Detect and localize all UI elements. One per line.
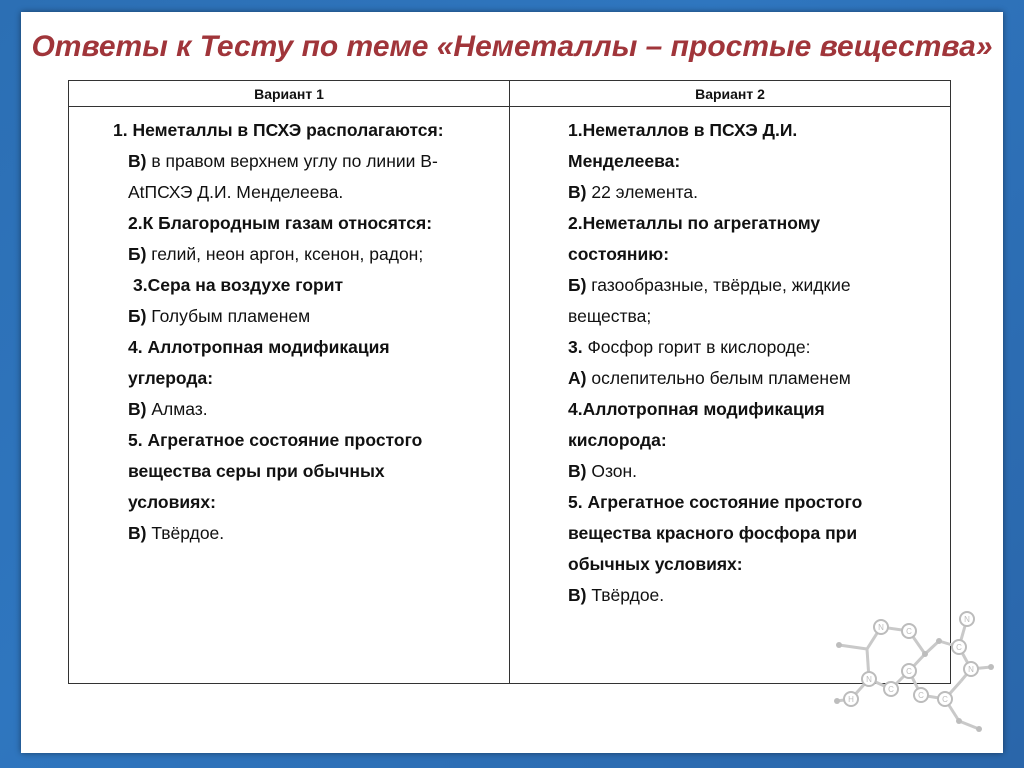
answer-line xyxy=(69,518,509,549)
answer-line xyxy=(69,456,509,487)
variant-2-cell xyxy=(510,107,951,684)
atom-node xyxy=(938,692,952,706)
answer-line xyxy=(69,239,509,270)
answer-label: В) xyxy=(128,399,147,419)
atom-dot xyxy=(922,651,928,657)
answer-label: Б) xyxy=(568,275,587,295)
atom-dot xyxy=(836,642,842,648)
answer-label: 2.Неметаллы по агрегатному xyxy=(568,213,821,233)
variant-2-answers xyxy=(510,107,950,611)
answer-text: ослепительно белым пламенем xyxy=(586,368,851,388)
answer-label: 1. Неметаллы в ПСХЭ располагаются: xyxy=(113,120,444,140)
atom-dot xyxy=(956,718,962,724)
answer-line xyxy=(510,301,950,332)
answer-line xyxy=(510,239,950,270)
atom-label: C xyxy=(956,643,962,652)
answer-label: Б) xyxy=(128,244,147,264)
atom-label: C xyxy=(942,695,948,704)
answer-label: А) xyxy=(568,368,587,388)
atom-node xyxy=(862,672,876,686)
answer-label: 5. Агрегатное состояние простого xyxy=(128,430,423,450)
answer-line xyxy=(69,146,509,177)
answer-label: 1.Неметаллов в ПСХЭ Д.И. xyxy=(568,120,798,140)
answer-label: состоянию: xyxy=(568,244,670,264)
answers-table xyxy=(68,80,951,684)
header-variant-2: Вариант 2 xyxy=(510,81,951,107)
atom-node xyxy=(960,612,974,626)
answer-line xyxy=(510,425,950,456)
answer-line xyxy=(510,518,950,549)
slide-title: Ответы к Тесту по теме «Неметаллы – простые вещества» xyxy=(31,30,993,63)
variant-1-cell xyxy=(69,107,510,684)
answer-label: 3.Сера на воздухе горит xyxy=(133,275,344,295)
atom-dot xyxy=(834,698,840,704)
atom-label: C xyxy=(906,627,912,636)
answer-line xyxy=(69,208,509,239)
answer-line xyxy=(510,549,950,580)
answer-line xyxy=(69,115,509,146)
answer-label: кислорода: xyxy=(568,430,667,450)
answer-label: В) xyxy=(568,585,587,605)
answer-text: Озон. xyxy=(586,461,638,481)
answer-label: 5. Агрегатное состояние простого xyxy=(568,492,863,512)
answer-line xyxy=(510,456,950,487)
answer-text: вещества; xyxy=(568,306,652,326)
answer-text: Алмаз. xyxy=(146,399,208,419)
slide xyxy=(21,12,1003,753)
answer-label: обычных условиях: xyxy=(568,554,743,574)
answer-label: углерода: xyxy=(128,368,214,388)
header-row xyxy=(69,81,951,107)
atom-node xyxy=(902,624,916,638)
atom-dot xyxy=(936,638,942,644)
atom-node xyxy=(902,664,916,678)
answer-label: вещества серы при обычных xyxy=(128,461,385,481)
answer-label: В) xyxy=(128,523,147,543)
atom-label: C xyxy=(888,685,894,694)
answer-text: Твёрдое. xyxy=(586,585,665,605)
atom-label: C xyxy=(906,667,912,676)
answer-label: В) xyxy=(568,461,587,481)
answer-label: вещества красного фосфора при xyxy=(568,523,858,543)
atom-label: N xyxy=(968,665,974,674)
answer-line xyxy=(69,332,509,363)
answer-line xyxy=(510,363,950,394)
answers-row xyxy=(69,107,951,684)
answer-text: Голубым пламенем xyxy=(146,306,311,326)
answer-text: 22 элемента. xyxy=(586,182,698,202)
answer-text: гелий, неон аргон, ксенон, радон; xyxy=(146,244,424,264)
answer-line xyxy=(69,487,509,518)
answer-text: газообразные, твёрдые, жидкие xyxy=(586,275,851,295)
header-variant-1: Вариант 1 xyxy=(69,81,510,107)
answer-label: Б) xyxy=(128,306,147,326)
answer-label: условиях: xyxy=(128,492,216,512)
atom-dot xyxy=(988,664,994,670)
answer-label: Менделеева: xyxy=(568,151,681,171)
atom-node xyxy=(844,692,858,706)
answer-label: В) xyxy=(128,151,147,171)
answer-label: 2.К Благородным газам относятся: xyxy=(128,213,433,233)
answer-text: Твёрдое. xyxy=(146,523,225,543)
answer-line xyxy=(510,394,950,425)
answer-line xyxy=(510,580,950,611)
answer-line xyxy=(510,146,950,177)
answer-label: В) xyxy=(568,182,587,202)
answer-line xyxy=(69,425,509,456)
atom-node xyxy=(914,688,928,702)
answer-text: AtПСХЭ Д.И. Менделеева. xyxy=(128,182,344,202)
atom-dot xyxy=(976,726,982,732)
answer-line xyxy=(69,177,509,208)
atom-label: C xyxy=(918,691,924,700)
answer-label: 4. Аллотропная модификация xyxy=(128,337,390,357)
atom-label: N xyxy=(878,623,884,632)
atom-label: N xyxy=(964,615,970,624)
answer-line xyxy=(69,363,509,394)
answer-line xyxy=(69,301,509,332)
answer-line xyxy=(69,394,509,425)
molecule-illustration xyxy=(829,609,999,749)
atom-node xyxy=(964,662,978,676)
answer-line xyxy=(510,487,950,518)
atom-label: H xyxy=(848,695,854,704)
answer-line xyxy=(510,115,950,146)
answer-line xyxy=(69,270,509,301)
molecule-atoms xyxy=(834,612,994,732)
answer-line xyxy=(510,208,950,239)
atom-node xyxy=(952,640,966,654)
answer-line xyxy=(510,177,950,208)
atom-node xyxy=(874,620,888,634)
answer-line xyxy=(510,270,950,301)
answer-text: в правом верхнем углу по линии В- xyxy=(146,151,438,171)
answer-label: 4.Аллотропная модификация xyxy=(568,399,825,419)
answer-label: 3. xyxy=(568,337,583,357)
atom-label: N xyxy=(866,675,872,684)
answer-text: Фосфор горит в кислороде: xyxy=(582,337,811,357)
answer-line xyxy=(510,332,950,363)
variant-1-answers xyxy=(69,107,509,549)
atom-node xyxy=(884,682,898,696)
